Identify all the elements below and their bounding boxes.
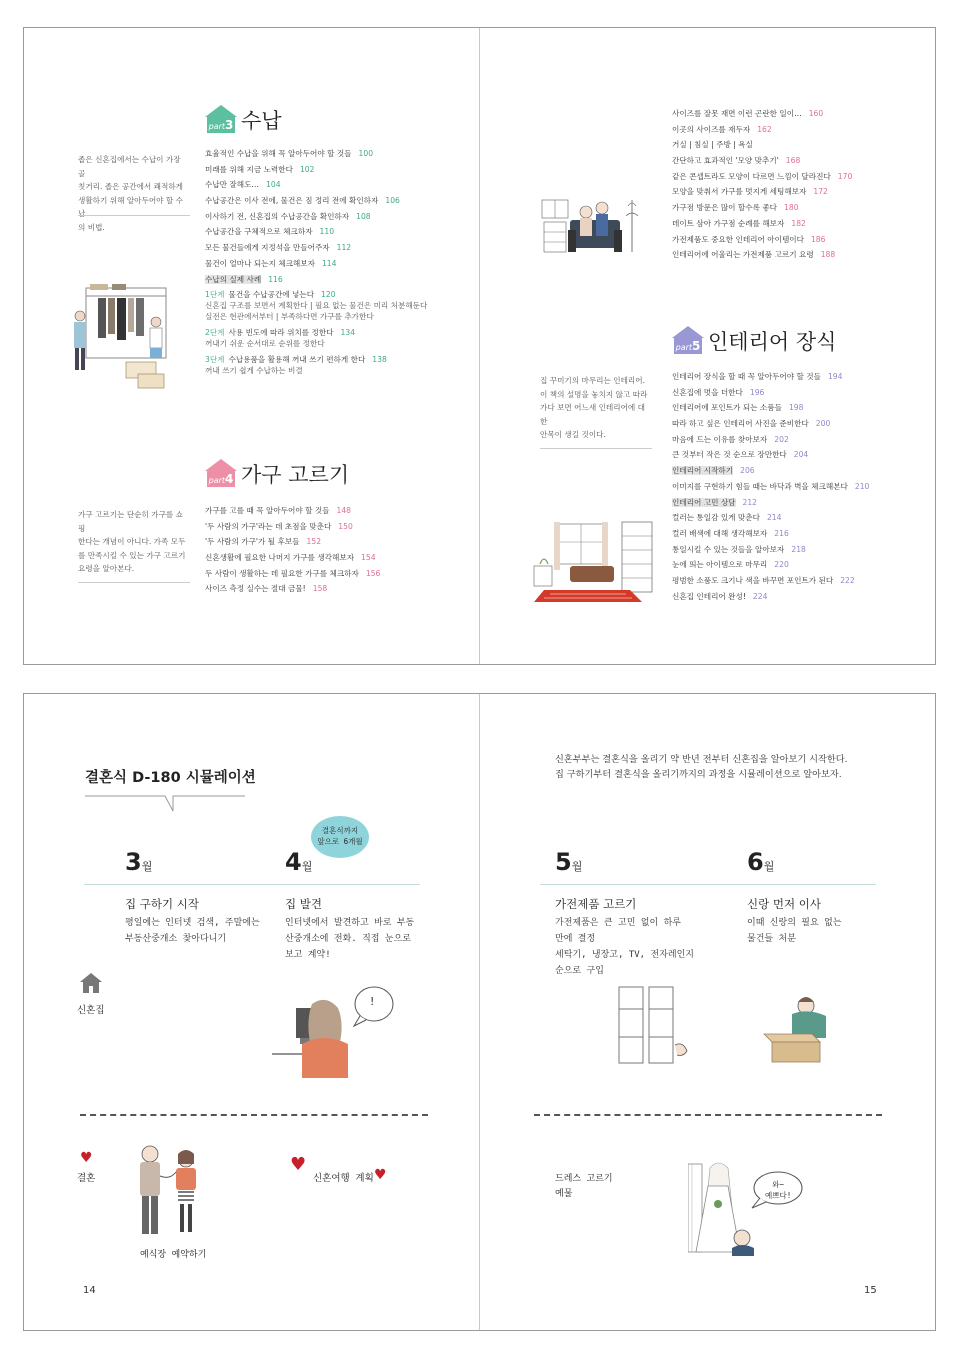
couple-sofa-illustration — [540, 186, 640, 262]
toc-step[interactable]: 1단계 물건을 수납공간에 넣는다 120 — [205, 290, 336, 300]
event-house-found-desc: 인터넷에서 발견하고 바로 부동 산중개소에 전화. 직접 눈으로 보고 계약! — [285, 918, 415, 960]
title-callout-rule — [85, 795, 245, 813]
event-appliances: 가전제품 고르기 — [555, 897, 637, 911]
toc-entry[interactable]: 데이트 삼아 가구점 순례를 해보자 182 — [672, 218, 806, 228]
toc-entry[interactable]: 물건이 얼마나 되는지 체크해보자 114 — [205, 258, 337, 268]
timeline-intro: 신혼부부는 결혼식을 올리기 약 반년 전부터 신혼집을 알아보기 시작한다. 집 구하기부터 결혼식을 올리기까지의 과정을 시뮬레이션으로 알아보자. — [555, 754, 848, 780]
part5-intro: 집 꾸미기의 마무리는 인테리어. 이 책의 설명을 놓치지 않고 따라 가다 보면 어느새 인테리어에 대한 안목이 생길 것이다. — [540, 374, 652, 449]
toc-entry[interactable]: 가구를 고를 때 꼭 알아두어야 할 것들 148 — [205, 506, 352, 515]
toc-entry[interactable]: 같은 콘셉트라도 모양이 다르면 느낌이 달라진다 170 — [672, 171, 853, 181]
toc-entry[interactable]: 큰 것부터 작은 것 순으로 장만한다 204 — [672, 450, 809, 460]
spread-top-gutter — [479, 28, 480, 664]
part5-house-icon: part5 — [672, 326, 704, 354]
part4-house-icon: part4 — [205, 459, 237, 487]
part5-header — [672, 326, 836, 354]
wedding-hall-note: 예식장 예약하기 — [140, 1250, 207, 1260]
toc-step[interactable]: 2단계 사용 빈도에 따라 위치를 정한다 134 — [205, 327, 356, 337]
months-left-badge: 결혼식까지 앞으로 6개월 — [311, 816, 369, 858]
row-divider-right — [534, 1114, 882, 1116]
row-label-wedding: 결혼 — [77, 1173, 96, 1184]
toc-entry[interactable]: 평범한 소품도 크기나 색을 바꾸면 포인트가 된다 222 — [672, 575, 855, 585]
part4-header — [205, 459, 349, 487]
toc-entry[interactable]: 수납만 잘해도… 104 — [205, 180, 281, 190]
timeline-title: 결혼식 D-180 시뮬레이션 — [85, 770, 256, 786]
toc-entry[interactable]: 인테리어 고민 상담 212 — [672, 497, 758, 507]
month-4: 4월 — [285, 848, 313, 876]
part4-toc — [205, 507, 380, 601]
part4-intro: 가구 고르기는 단순히 가구를 쇼핑 한다는 개념이 아니다. 가족 모두 를 만족시킬 수 있는 가구 고르기 요령을 알아본다. — [78, 508, 190, 583]
spread-bottom-gutter — [479, 694, 480, 1330]
closet-illustration — [68, 282, 174, 392]
month-3: 3월 — [125, 848, 153, 876]
part5-toc — [672, 373, 869, 608]
toc-entry[interactable]: 따라 하고 싶은 인테리어 사진을 준비한다 200 — [672, 419, 831, 429]
page-number-right: 15 — [864, 1285, 877, 1296]
toc-entry[interactable]: 이미지를 구현하기 힘들 때는 바닥과 벽을 체크해본다 210 — [672, 481, 870, 491]
toc-entry[interactable]: '두 사람의 가구'라는 데 초점을 맞춘다 150 — [205, 521, 353, 531]
row-label-house: 신혼집 — [77, 1005, 105, 1016]
heart-icon: ♥ — [290, 1154, 307, 1175]
event-house-found: 집 발견 — [285, 897, 322, 911]
toc-entry[interactable]: 신혼생활에 필요한 나머지 가구를 생각해보자 154 — [205, 553, 376, 563]
toc-entry[interactable]: 이곳의 사이즈를 재두자 162 — [672, 124, 772, 134]
speech-bubble-text: ! — [370, 995, 375, 1008]
part3-toc — [205, 150, 427, 382]
row-divider-left — [80, 1114, 428, 1116]
toc-entry[interactable]: 거실 | 침실 | 주방 | 욕실 — [672, 140, 753, 150]
part3-intro: 좁은 신혼집에서는 수납이 가장 골 칫거리. 좁은 공간에서 쾌적하게 생활하기 위해 알아두어야 할 수납 의 비법. — [78, 155, 184, 232]
toc-entry[interactable]: 컬러 배색에 대해 생각해보자 216 — [672, 528, 789, 538]
toc-entry[interactable]: 미래를 위해 지금 노력한다 102 — [205, 164, 315, 174]
toc-entry[interactable]: 인테리어에 어울리는 가전제품 고르기 요령 188 — [672, 250, 836, 260]
toc-entry[interactable]: 수납공간을 구체적으로 체크하자 110 — [205, 227, 335, 237]
timeline-rule-left — [84, 884, 420, 885]
event-appliances-desc: 가전제품은 큰 고민 없이 하루 만에 결정 세탁기, 냉장고, TV, 전자레인지 순으로 구입 — [555, 918, 694, 976]
toc-entry[interactable]: 통일시킬 수 있는 것들을 알아보자 218 — [672, 544, 806, 554]
toc-entry[interactable]: 이사하기 전, 신혼집의 수납공간을 확인하자 108 — [205, 211, 371, 221]
couple-standing-illustration — [130, 1142, 216, 1240]
part4-title: 가구 고르기 — [241, 463, 350, 487]
speech-bubble-wow-text: 와~ 예쁘다! — [765, 1180, 792, 1200]
toc-step[interactable]: 3단계 수납용품을 활용해 꺼내 쓰기 편하게 한다 138 — [205, 354, 387, 364]
man-unpacking-illustration — [760, 994, 836, 1064]
part3-intro-rule — [78, 215, 190, 216]
page-number-left: 14 — [83, 1285, 96, 1296]
event-groom-moves: 신랑 먼저 이사 — [747, 897, 821, 911]
home-icon — [79, 972, 103, 994]
part5-title: 인테리어 장식 — [708, 330, 837, 354]
toc-entry[interactable]: 마음에 드는 이유를 찾아보자 202 — [672, 434, 789, 444]
toc-step-note: 꺼내기 쉬운 순서대로 순위를 정한다 — [205, 338, 325, 348]
toc-entry[interactable]: 모양을 맞춰서 가구를 멋지게 세팅해보자 172 — [672, 187, 828, 197]
toc-step-note: 꺼내 쓰기 쉽게 수납하는 비결 — [205, 365, 303, 375]
refrigerator-illustration — [617, 985, 697, 1067]
toc-entry[interactable]: 수납공간은 이사 전에, 물건은 짐 정리 전에 확인하자 106 — [205, 196, 400, 206]
woman-computer-illustration — [272, 996, 362, 1080]
heart-icon: ♥ — [374, 1167, 387, 1183]
toc-entry[interactable]: 사이즈 측정 실수는 절대 금물! 158 — [205, 584, 328, 594]
event-house-hunt-desc: 평일에는 인터넷 검색, 주말에는 부동산중개소 찾아다니기 — [125, 918, 260, 944]
part4-cont-toc — [672, 110, 852, 267]
heart-icon: ♥ — [80, 1150, 93, 1166]
part3-house-icon: part3 — [205, 105, 237, 133]
part3-title: 수납 — [241, 109, 282, 133]
toc-entry[interactable]: 인테리어 장식을 할 때 꼭 알아두어야 할 것들 194 — [672, 372, 843, 381]
toc-entry[interactable]: 신혼집에 멋을 더한다 196 — [672, 387, 765, 397]
toc-entry[interactable]: '두 사람의 가구'가 될 후보들 152 — [205, 537, 322, 547]
event-house-hunt: 집 구하기 시작 — [125, 897, 199, 911]
toc-entry[interactable]: 간단하고 효과적인 '모양 맞추기' 168 — [672, 156, 801, 166]
toc-step-note: 신혼집 구조를 보면서 계획한다 | 필요 없는 물건은 미리 처분해둔다 — [205, 301, 428, 311]
part3-header — [205, 105, 282, 133]
toc-entry[interactable]: 모든 물건들에게 지정석을 만들어주자 112 — [205, 243, 352, 253]
toc-entry[interactable]: 컬러는 통일감 있게 맞춘다 214 — [672, 513, 782, 523]
toc-entry[interactable]: 수납의 실제 사례 116 — [205, 274, 283, 284]
toc-entry[interactable]: 인테리어에 포인트가 되는 소품들 198 — [672, 403, 804, 413]
toc-entry[interactable]: 인테리어 시작하기 206 — [672, 466, 755, 476]
toc-entry[interactable]: 가구점 방문은 많이 할수록 좋다 180 — [672, 203, 799, 213]
month-5: 5월 — [555, 848, 583, 876]
toc-entry[interactable]: 사이즈를 잘못 재면 이런 곤란한 일이… 160 — [672, 109, 824, 118]
timeline-rule-right — [540, 884, 876, 885]
month-6: 6월 — [747, 848, 775, 876]
honeymoon-note: 신혼여행 계획 — [313, 1173, 374, 1184]
event-groom-moves-desc: 이때 신랑의 필요 없는 물건들 처분 — [747, 918, 842, 944]
toc-entry[interactable]: 효율적인 수납을 위해 꼭 알아두어야 할 것들 100 — [205, 149, 374, 158]
dress-note: 드레스 고르기 예물 — [555, 1174, 613, 1199]
toc-step-note: 실전은 현관에서부터 | 부족하다면 가구를 추가한다 — [205, 312, 374, 322]
living-room-illustration — [530, 520, 656, 604]
toc-entry[interactable]: 신혼집 인테리어 완성! 224 — [672, 591, 768, 601]
toc-entry[interactable]: 눈에 띄는 아이템으로 마무리 220 — [672, 560, 789, 570]
toc-entry[interactable]: 두 사람이 생활하는 데 필요한 가구를 체크하자 156 — [205, 568, 381, 578]
toc-entry[interactable]: 가전제품도 중요한 인테리어 아이템이다 186 — [672, 234, 826, 244]
